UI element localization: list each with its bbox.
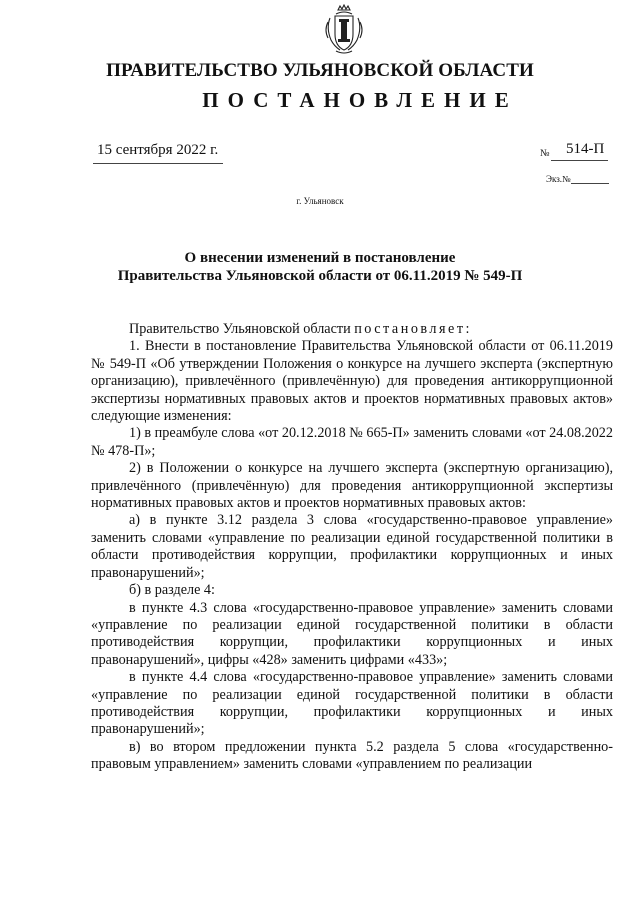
- paragraph-item-a: а) в пункте 3.12 раздела 3 слова «государственно-правовое управление» заменить словами «управление по реализации единой государственной политики в области противодействия коррупции, профилактики коррупционных и иных правонарушений»;: [91, 512, 613, 581]
- document-date: 15 сентября 2022 г.: [97, 142, 219, 158]
- paragraph-preamble: 1) в преамбуле слова «от 20.12.2018 № 665-П» заменить словами «от 24.08.2022 № 478-П»;: [91, 425, 613, 459]
- paragraph-item-b: б) в разделе 4:: [129, 582, 215, 599]
- intro-paragraph: [91, 321, 613, 338]
- title-line-1: О внесении изменений в постановление: [184, 250, 456, 266]
- paragraph-regulation: 2) в Положении о конкурсе на лучшего эксперта (экспертную организацию), привлечённого (привлечённую) для проведения антикоррупционной экспертизы нормативных правовых актов и проектов нормативных правовых актов:: [91, 460, 613, 512]
- government-name: ПРАВИТЕЛЬСТВО УЛЬЯНОВСКОЙ ОБЛАСТИ: [106, 60, 534, 81]
- copy-number-underline: [571, 183, 609, 184]
- title-line-2: Правительства Ульяновской области от 06.11.2019 № 549-П: [117, 268, 523, 284]
- intro-prefix: Правительство Ульяновской области: [129, 321, 355, 337]
- ulyanovsk-coat-of-arms-icon: [322, 4, 366, 56]
- document-body: [91, 321, 613, 774]
- number-underline: [551, 160, 608, 161]
- paragraph-4-3: в пункте 4.3 слова «государственно-правовое управление» заменить словами «управление по реализации единой государственной политики в области противодействия коррупции, профилактики коррупционных и иных правонарушений», цифры «428» заменить цифрами «433»;: [91, 599, 613, 668]
- paragraph-4-4: в пункте 4.4 слова «государственно-правовое управление» заменить словами «управление по реализации единой государственной политики в области противодействия коррупции, профилактики коррупционных и иных правонарушений»;: [91, 669, 613, 738]
- document-title: [0, 249, 640, 285]
- paragraph-item-v: в) во втором предложении пункта 5.2 раздела 5 слова «государственно-правовым управлением» заменить словами «управлением по реализации: [91, 738, 613, 773]
- paragraph-1: 1. Внести в постановление Правительства Ульяновской области от 06.11.2019 № 549-П «Об утверждении Положения о конкурсе на лучшего эксперта (экспертную организацию), привлечённого (привлечённую) для проведения антикоррупционной экспертизы нормативных правовых актов и проектов нормативных правовых актов» следующие изменения:: [91, 338, 613, 425]
- document-type: ПОСТАНОВЛЕНИЕ: [202, 88, 518, 112]
- document-number: 514-П: [566, 141, 605, 157]
- intro-resolves: постановляет:: [354, 321, 472, 337]
- city: г. Ульяновск: [296, 196, 344, 206]
- date-underline: [93, 163, 223, 164]
- copy-number-label: Экз.№: [546, 174, 571, 184]
- number-label: №: [540, 148, 550, 159]
